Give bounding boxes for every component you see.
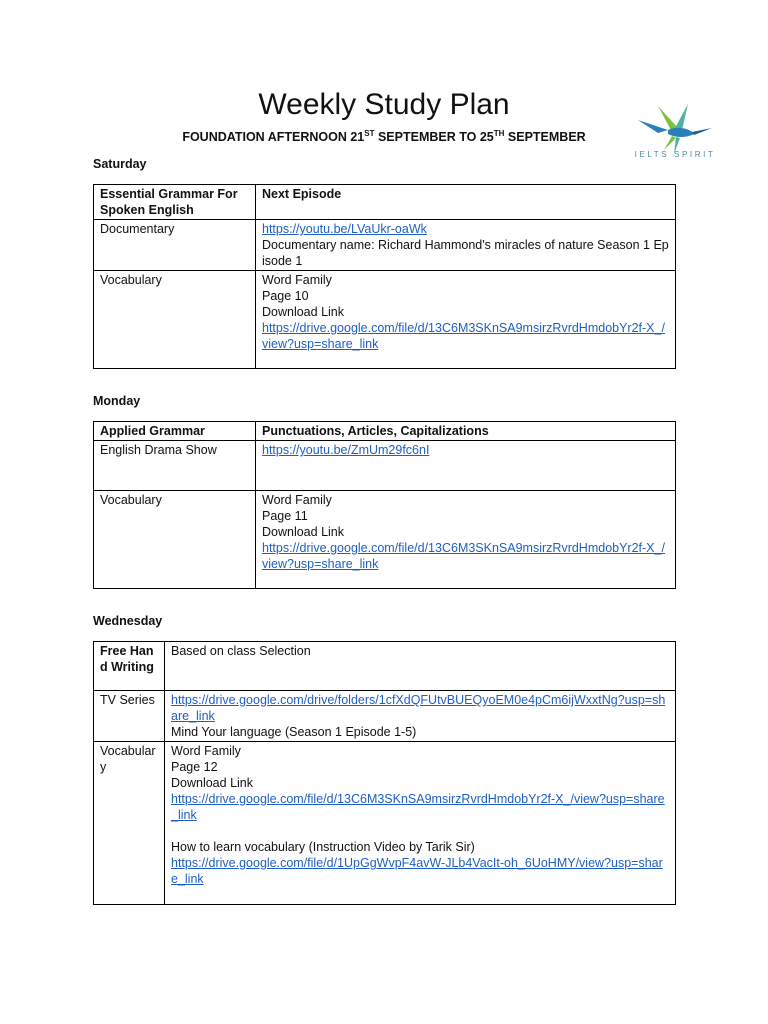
wednesday-row2-cell [165, 742, 676, 905]
saturday-download-label: Download Link [262, 305, 344, 319]
table-row [94, 491, 676, 589]
wednesday-header-right: Based on class Selection [165, 642, 676, 691]
monday-drama-link[interactable]: https://youtu.be/ZmUm29fc6nI [262, 443, 430, 457]
monday-row1-cell [256, 441, 676, 491]
table-row [94, 742, 676, 905]
table-row [94, 642, 676, 691]
monday-header-right: Punctuations, Articles, Capitalizations [256, 422, 676, 441]
saturday-header-right: Next Episode [256, 185, 676, 220]
wednesday-download-link[interactable]: https://drive.google.com/file/d/13C6M3SKnSA9msirzRvrdHmdobYr2f-X_/view?usp=share_link [171, 792, 665, 822]
monday-row1-label: English Drama Show [94, 441, 256, 491]
saturday-download-link[interactable]: https://drive.google.com/file/d/13C6M3SKnSA9msirzRvrdHmdobYr2f-X_/view?usp=share_link [262, 321, 665, 351]
wednesday-heading: Wednesday [93, 614, 163, 628]
monday-row2-cell [256, 491, 676, 589]
wednesday-row1-label: TV Series [94, 691, 165, 742]
wednesday-vocab-video-label: How to learn vocabulary (Instruction Video by Tarik Sir) [171, 840, 475, 854]
spacer [171, 823, 669, 839]
saturday-header-left: Essential Grammar For Spoken English [94, 185, 256, 220]
wednesday-tv-series-name: Mind Your language (Season 1 Episode 1-5) [171, 725, 417, 739]
subtitle-sup1: ST [364, 129, 375, 138]
saturday-row2-cell [256, 271, 676, 369]
table-row [94, 220, 676, 271]
page-title: Weekly Study Plan [258, 88, 510, 121]
table-row [94, 185, 676, 220]
logo-text: IELTS SPIRIT [634, 150, 716, 159]
monday-header-left: Applied Grammar [94, 422, 256, 441]
wednesday-vocab-video-link[interactable]: https://drive.google.com/file/d/1UpGgWvpF4avW-JLb4VacIt-oh_6UoHMY/view?usp=share_link [171, 856, 663, 886]
wednesday-word-family: Word Family [171, 744, 241, 758]
table-row [94, 691, 676, 742]
saturday-row1-cell [256, 220, 676, 271]
subtitle-part1: FOUNDATION AFTERNOON 21 [182, 130, 365, 145]
monday-download-link[interactable]: https://drive.google.com/file/d/13C6M3SKnSA9msirzRvrdHmdobYr2f-X_/view?usp=share_link [262, 541, 665, 571]
wednesday-page: Page 12 [171, 760, 218, 774]
monday-table [93, 421, 676, 589]
monday-page: Page 11 [262, 509, 308, 523]
monday-download-label: Download Link [262, 525, 344, 539]
saturday-row1-label: Documentary [94, 220, 256, 271]
saturday-heading: Saturday [93, 157, 147, 171]
saturday-documentary-name: Documentary name: Richard Hammond's miracles of nature Season 1 Episode 1 [262, 238, 669, 268]
table-row [94, 271, 676, 369]
wednesday-row2-label: Vocabulary [94, 742, 165, 905]
monday-word-family: Word Family [262, 493, 332, 507]
monday-heading: Monday [93, 394, 141, 408]
wednesday-header-left: Free Hand Writing [94, 642, 165, 691]
wednesday-download-label: Download Link [171, 776, 253, 790]
saturday-documentary-link[interactable]: https://youtu.be/LVaUkr-oaWk [262, 222, 427, 236]
saturday-word-family: Word Family [262, 273, 332, 287]
table-row [94, 422, 676, 441]
wednesday-tv-series-link[interactable]: https://drive.google.com/drive/folders/1cfXdQFUtvBUEQyoEM0e4pCm6ijWxxtNg?usp=share_link [171, 693, 666, 723]
subtitle-part3: SEPTEMBER [504, 130, 586, 145]
monday-row2-label: Vocabulary [94, 491, 256, 589]
subtitle-sup2: TH [493, 129, 505, 138]
saturday-table [93, 184, 676, 369]
saturday-row2-label: Vocabulary [94, 271, 256, 369]
saturday-page: Page 10 [262, 289, 309, 303]
subtitle-part2: SEPTEMBER TO 25 [374, 130, 494, 145]
wednesday-row1-cell [165, 691, 676, 742]
wednesday-table [93, 641, 676, 905]
table-row [94, 441, 676, 491]
